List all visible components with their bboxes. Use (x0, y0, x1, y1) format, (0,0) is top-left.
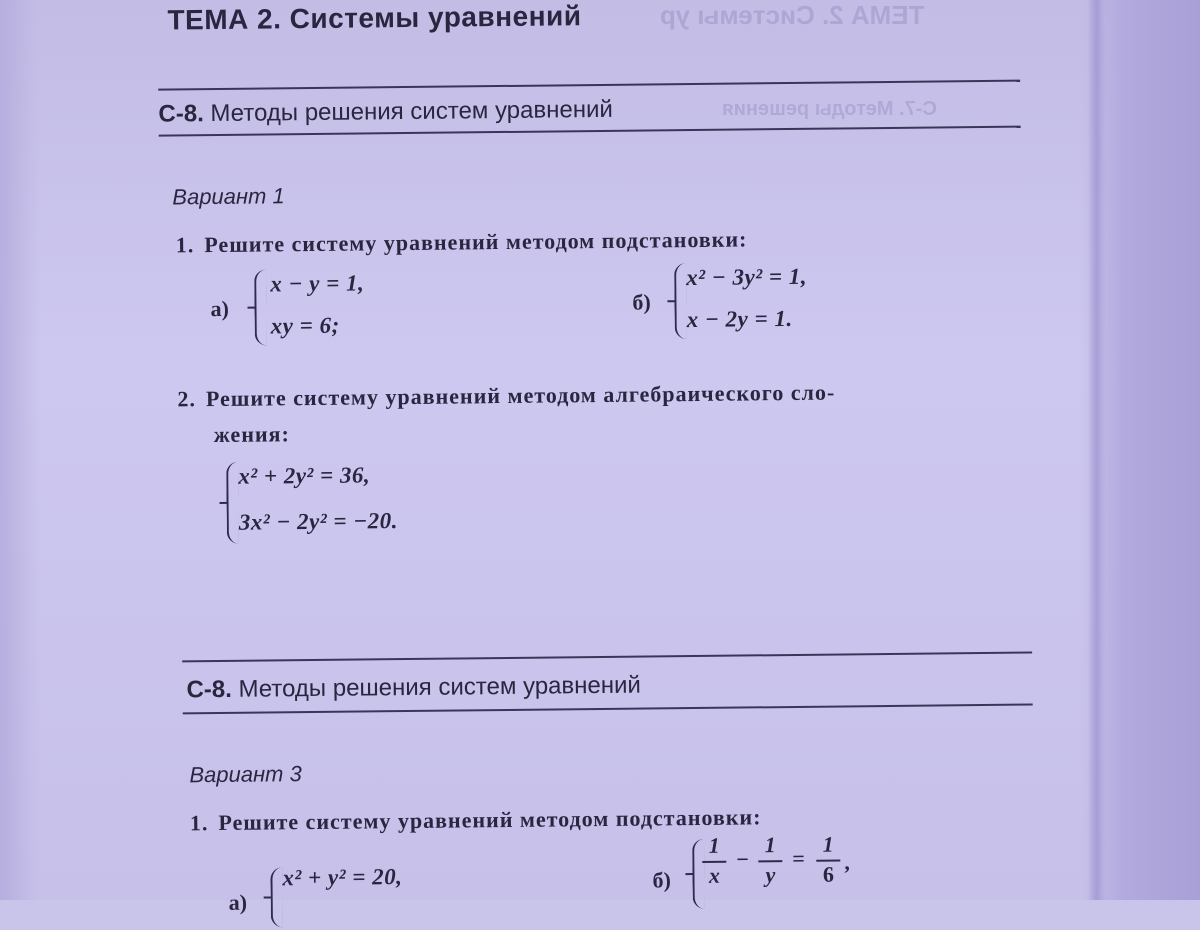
fraction-denominator: x (708, 862, 721, 888)
equation: x − y = 1, (270, 270, 365, 297)
equation: 3x² − 2y² = −20. (238, 508, 399, 535)
section-rule-bottom (183, 703, 1033, 714)
comma: , (844, 849, 850, 875)
topic-heading: ТЕМА 2. Системы уравнений (167, 0, 582, 36)
section-title: Методы решения систем уравнений (210, 95, 613, 128)
bleed-through-text: С-7. Методы решения (722, 98, 937, 120)
section-code: С-8. (158, 100, 204, 128)
section-heading (158, 96, 613, 129)
fraction-denominator: y (765, 862, 776, 888)
task-1 (190, 804, 762, 836)
task-2-continuation: жения: (213, 421, 290, 448)
variant-heading: Вариант 3 (189, 761, 302, 788)
part-label-b: б) (652, 867, 671, 893)
section-rule-top (158, 80, 1020, 91)
part-label-a: а) (228, 889, 248, 915)
section-title: Методы решения систем уравнений (238, 671, 642, 703)
part-label-b: б) (632, 289, 651, 315)
task-number: 1. (189, 810, 209, 836)
equation: x² − 3y² = 1, (686, 263, 808, 291)
equation: x² + y² = 20, (282, 864, 403, 891)
fraction-denominator: 6 (822, 861, 835, 887)
task-text: Решите систему уравнений методом алгебраического сло- (205, 379, 836, 412)
equation: x − 2y = 1. (686, 305, 793, 333)
fraction-numerator: 1 (708, 832, 720, 858)
equation: x² + 2y² = 36, (238, 462, 371, 489)
part-label-a: а) (210, 295, 229, 322)
section-rule-top (182, 651, 1032, 662)
task-2 (177, 380, 835, 413)
bleed-through-text: ТЕМА 2. Системы ур (660, 0, 925, 30)
fraction-numerator: 1 (822, 831, 834, 857)
system-brace (226, 462, 239, 544)
system-brace (674, 263, 687, 339)
system-brace (270, 867, 283, 927)
task-number: 1. (175, 232, 195, 258)
task-text: Решите систему уравнений методом подстановки: (204, 226, 748, 258)
section-code: С-8. (186, 675, 232, 704)
task-number: 2. (177, 386, 197, 412)
task-1 (176, 226, 748, 258)
task-text: Решите систему уравнений методом подстановки: (218, 804, 762, 836)
section-heading (186, 672, 641, 705)
system-brace (254, 269, 267, 345)
equals-sign: = (792, 845, 805, 872)
variant-heading: Вариант 1 (172, 183, 285, 210)
minus-sign: − (736, 846, 749, 872)
fraction-numerator: 1 (764, 832, 776, 858)
equation: xy = 6; (270, 312, 340, 339)
